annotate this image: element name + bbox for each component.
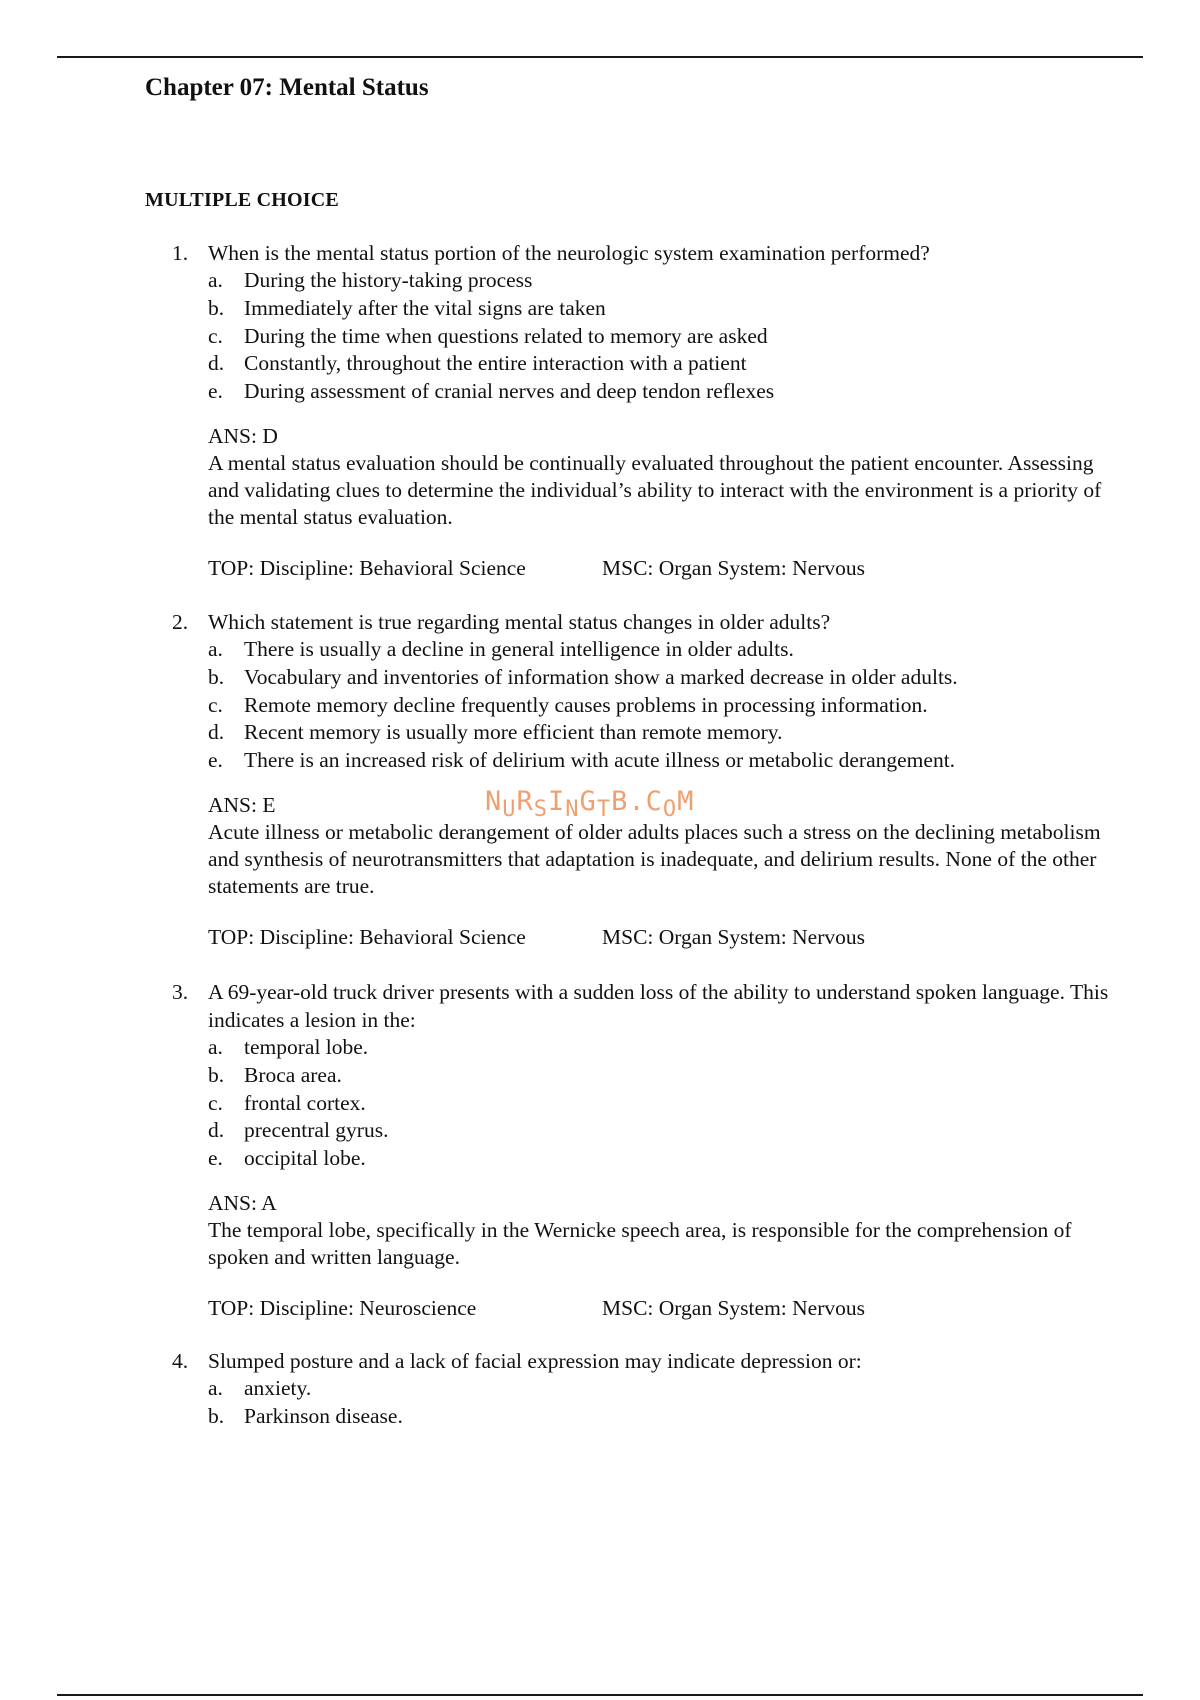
question-stem: Which statement is true regarding mental status changes in older adults? [208,610,831,634]
option-letter: b. [208,1062,225,1087]
option-letter: d. [208,1118,225,1143]
option-letter: b. [208,295,225,320]
option-text: Constantly, throughout the entire interaction with a patient [244,351,747,376]
option-letter: a. [208,637,223,661]
answer: ANS: E [208,792,276,817]
question-stem: Slumped posture and a lack of facial expression may indicate depression or: [208,1349,862,1373]
option-text: anxiety. [244,1376,312,1400]
chapter-title: Chapter 07: Mental Status [145,74,429,101]
option-text: Remote memory decline frequently causes problems in processing information. [244,692,928,717]
question-meta [172,1295,1122,1322]
option-letter: e. [208,1146,223,1171]
option-c [172,1090,1122,1118]
option-d [172,719,1122,747]
option-d [172,350,1122,378]
option-e [172,378,1122,406]
option-list [172,636,1122,775]
option-text: Broca area. [244,1062,342,1087]
option-text: During assessment of cranial nerves and deep tendon reflexes [244,379,775,404]
option-d [172,1117,1122,1145]
rationale: The temporal lobe, specifically in the Wernicke speech area, is responsible for the comprehension of spoken and written language. [208,1217,1072,1269]
option-text: Recent memory is usually more efficient than remote memory. [244,720,783,745]
option-a [172,1375,1122,1403]
option-a [172,1034,1122,1062]
option-a [172,636,1122,664]
option-letter: e. [208,379,223,404]
rationale: A mental status evaluation should be continually evaluated throughout the patient encounter. Assessing and validating clues to determine the individual’s ability to interact with the environment is a priority of the mental status evaluation. [208,450,1102,529]
rationale: Acute illness or metabolic derangement of older adults places such a stress on the declining metabolism and synthesis of neurotransmitters that adaptation is inadequate, and delirium results. None of the other statements are true. [208,819,1101,898]
option-e [172,1145,1122,1173]
option-letter: a. [208,1376,223,1400]
option-list [172,267,1122,406]
question-stem: A 69-year-old truck driver presents with a sudden loss of the ability to understand spoken language. This indicates a lesion in the: [208,980,1109,1032]
option-letter: c. [208,1090,223,1115]
option-letter: c. [208,323,223,348]
section-heading: MULTIPLE CHOICE [145,189,339,211]
option-text: frontal cortex. [244,1090,366,1115]
option-text: Immediately after the vital signs are taken [244,295,606,320]
top-rule [57,56,1143,58]
option-letter: b. [208,664,225,689]
option-text: There is usually a decline in general intelligence in older adults. [244,637,794,661]
option-c [172,692,1122,720]
question-number: 1. [172,241,189,265]
question-number: 4. [172,1349,189,1373]
option-b [172,664,1122,692]
option-letter: b. [208,1403,225,1428]
option-text: Parkinson disease. [244,1403,403,1428]
option-c [172,323,1122,351]
question-3 [172,978,1122,1322]
answer: ANS: A [208,1190,277,1215]
option-letter: e. [208,748,223,773]
answer: ANS: D [208,423,278,448]
option-text: There is an increased risk of delirium with acute illness or metabolic derangement. [244,748,956,773]
option-e [172,747,1122,775]
option-text: Vocabulary and inventories of information show a marked decrease in older adults. [244,664,958,689]
question-1 [172,239,1122,582]
question-number: 2. [172,610,189,634]
option-text: During the history-taking process [244,268,533,292]
msc-tag: MSC: Organ System: Nervous [602,555,865,580]
option-text: occipital lobe. [244,1146,366,1171]
option-list [172,1375,1122,1431]
question-meta [172,924,1122,951]
question-number: 3. [172,980,189,1004]
watermark-logo: $N_UR_SI_NG_TB.C_OM$ [485,786,695,822]
option-letter: a. [208,1035,223,1059]
topic-tag: TOP: Discipline: Neuroscience [208,1295,477,1320]
msc-tag: MSC: Organ System: Nervous [602,924,865,949]
question-stem: When is the mental status portion of the neurologic system examination performed? [208,241,930,265]
option-b [172,1062,1122,1090]
option-text: precentral gyrus. [244,1118,389,1143]
option-letter: d. [208,351,225,376]
question-4 [172,1347,1122,1431]
option-letter: d. [208,720,225,745]
option-b [172,295,1122,323]
msc-tag: MSC: Organ System: Nervous [602,1295,865,1320]
question-2 [172,608,1122,951]
option-letter: a. [208,268,223,292]
option-letter: c. [208,692,223,717]
option-text: During the time when questions related to memory are asked [244,323,768,348]
option-b [172,1403,1122,1431]
topic-tag: TOP: Discipline: Behavioral Science [208,924,526,949]
topic-tag: TOP: Discipline: Behavioral Science [208,555,526,580]
option-list [172,1034,1122,1173]
bottom-rule [57,1694,1143,1696]
question-meta [172,555,1122,582]
option-text: temporal lobe. [244,1035,369,1059]
option-a [172,267,1122,295]
